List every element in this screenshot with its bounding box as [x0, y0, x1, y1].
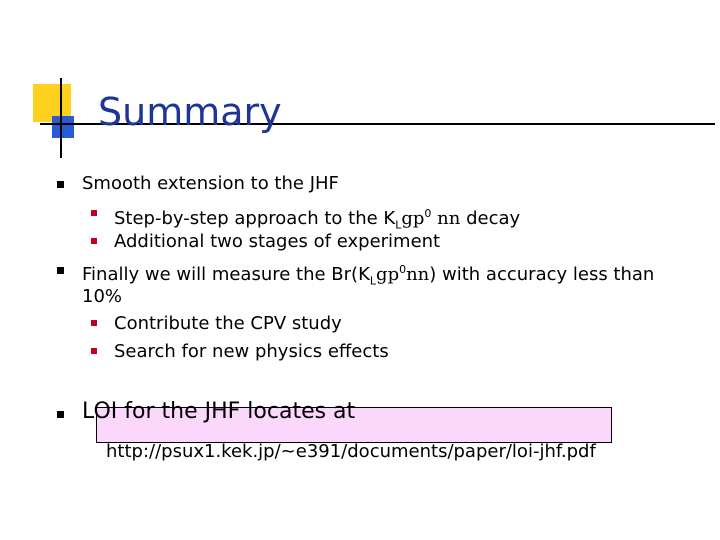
- bullet-1-sub-2: Additional two stages of experiment: [114, 231, 441, 252]
- bullet-1-text: Smooth extension to the JHF: [82, 173, 339, 194]
- sub-bullet-square-icon: [91, 348, 97, 354]
- loi-link[interactable]: http://psux1.kek.jp/~e391/documents/paper/loi-jhf.pdf: [106, 441, 596, 462]
- title-vertical-rule: [60, 78, 62, 158]
- sub-bullet-square-icon: [91, 320, 97, 326]
- sub-bullet-square-icon: [91, 238, 97, 244]
- bullet-2-sub-2: Search for new physics effects: [114, 341, 389, 362]
- slide-title: Summary: [98, 90, 282, 134]
- sub-bullet-square-icon: [91, 210, 97, 216]
- bullet-2-sub-1: Contribute the CPV study: [114, 313, 342, 334]
- bullet-1-sub-1: Step-by-step approach to the $K_Lgp^0$ nn decay: [114, 207, 521, 232]
- bullet-square-icon: [57, 411, 64, 418]
- bullet-2-text: Finally we will measure the $Br(K_Lgp^0nn)$ with accuracy less than: [82, 263, 655, 288]
- bullet-square-icon: [57, 181, 64, 188]
- bullet-3-text: LOI for the JHF locates at: [82, 399, 356, 424]
- bullet-2-continuation: 10%: [82, 286, 123, 307]
- decor-blue-square: [52, 116, 74, 138]
- bullet-square-icon: [57, 267, 64, 274]
